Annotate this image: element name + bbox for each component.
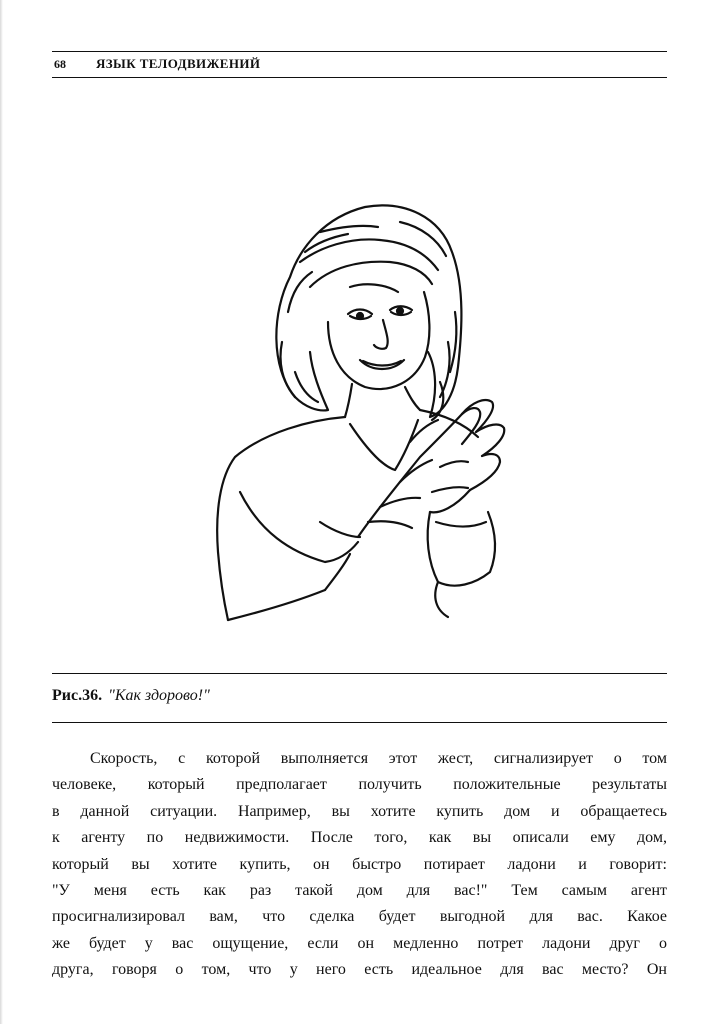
page-edge-shadow	[0, 0, 3, 1024]
book-title: ЯЗЫК ТЕЛОДВИЖЕНИЙ	[96, 56, 261, 71]
page-number: 68	[54, 57, 66, 71]
text-line: в данной ситуации. Например, вы хотите купить дом и обращаетесь	[52, 802, 667, 820]
figure-caption-text: "Как здорово!"	[108, 687, 210, 704]
running-header	[52, 51, 667, 78]
illustration-woman-rubbing-palms	[200, 192, 520, 632]
figure-caption	[52, 687, 210, 705]
text-line: Скорость, с которой выполняется этот жест, сигнализирует о том	[90, 750, 667, 767]
hands-outline	[358, 408, 480, 537]
woman-rubbing-palms-drawing	[200, 192, 520, 632]
body-paragraph	[52, 746, 667, 984]
text-line: который вы хотите купить, он быстро потирает ладони и говорит:	[52, 855, 667, 873]
figure-caption-box	[52, 673, 667, 723]
face-outline	[328, 292, 429, 389]
text-line: к агенту по недвижимости. После того, как вы описали ему дом,	[52, 829, 667, 847]
text-line: друга, говоря о том, что у него есть идеальное для вас место? Он	[52, 961, 667, 979]
text-line: же будет у вас ощущение, если он медленно потрет ладони друг о	[52, 934, 667, 952]
text-line: просигнализировал вам, что сделка будет выгодной для вас. Какое	[52, 908, 667, 926]
figure-label: Рис.36.	[52, 687, 103, 704]
text-line: человеке, который предполагает получить положительные результаты	[52, 776, 667, 794]
text-line: "У меня есть как раз такой дом для вас!" Тем самым агент	[52, 881, 667, 899]
